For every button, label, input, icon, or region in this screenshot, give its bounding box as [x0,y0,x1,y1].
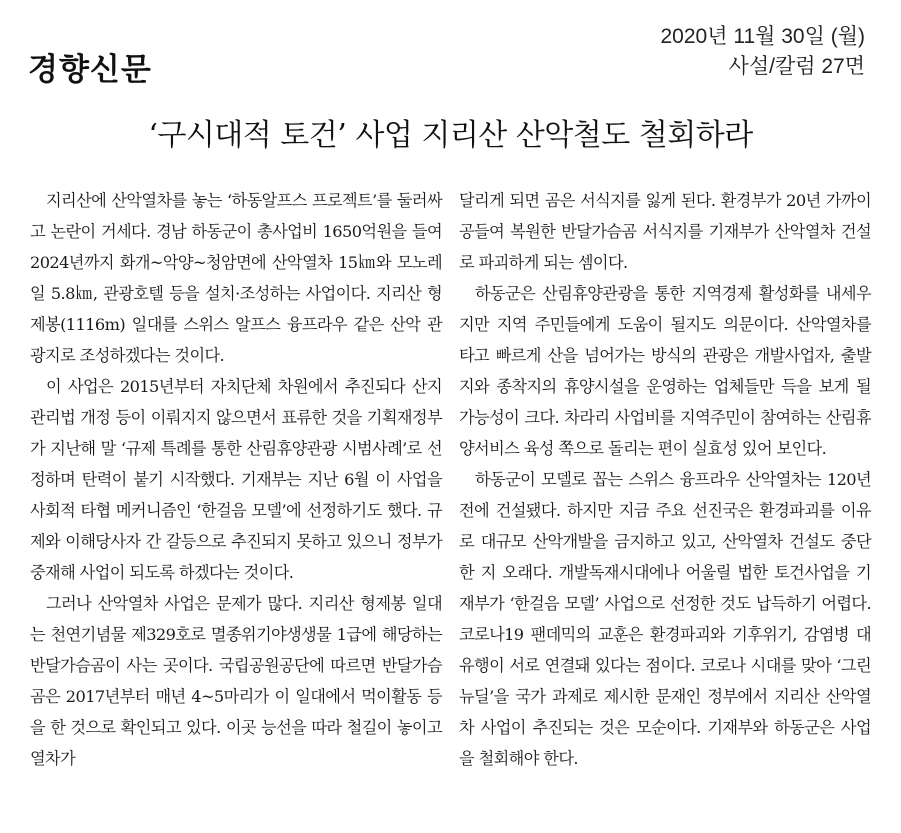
article-paragraph: 하동군이 모델로 꼽는 스위스 융프라우 산악열차는 120년 전에 건설됐다. 하지만 지금 주요 선진국은 환경파괴를 이유로 대규모 산악개발을 금지하고 있고, 산악열차 건설도 중단한 지 오래다. 개발독재시대에나 어울릴 법한 토건사업을 기재부가 ‘한걸음 모델’ 사업으로 선정한 것도 납득하기 어렵다. 코로나19 팬데믹의 교훈은 환경파괴와 기후위기, 감염병 대유행이 서로 연결돼 있다는 점이다. 코로나 시대를 맞아 ‘그린뉴딜’을 국가 과제로 제시한 문재인 정부에서 지리산 산악열차 사업이 추진되는 것은 모순이다. 기재부와 하동군은 사업을 철회해야 한다. [459,470,871,768]
article-paragraph: 그러나 산악열차 사업은 문제가 많다. 지리산 형제봉 일대는 천연기념물 제329호로 멸종위기야생생물 1급에 해당하는 반달가슴곰이 사는 곳이다. 국립공원공단에 따르면 반달가슴곰은 2017년부터 매년 4~5마리가 이 일대에서 먹이활동 등을 한 것으로 확인되고 있다. 이곳 능선을 따라 철길이 놓이고 열차가 [30,594,442,768]
article-column-left [30,185,442,774]
section-page: 사설/칼럼 27면 [728,55,865,78]
publication-date: 2020년 11월 30일 (월) [660,25,865,48]
article-column-right [459,185,871,774]
article-paragraph: 하동군은 산림휴양관광을 통한 지역경제 활성화를 내세우지만 지역 주민들에게 도움이 될지도 의문이다. 산악열차를 타고 빠르게 산을 넘어가는 방식의 관광은 개발사업자, 출발지와 종착지의 휴양시설을 운영하는 업체들만 득을 보게 될 가능성이 크다. 차라리 사업비를 지역주민이 참여하는 산림휴양서비스 육성 쪽으로 돌리는 편이 실효성 있어 보인다. [459,284,871,458]
article-paragraph-continued: 달리게 되면 곰은 서식지를 잃게 된다. 환경부가 20년 가까이 공들여 복원한 반달가슴곰 서식지를 기재부가 산악열차 건설로 파괴하게 되는 셈이다. [459,191,871,272]
editorial-headline: ‘구시대적 토건’ 사업 지리산 산악철도 철회하라 [148,118,753,153]
newspaper-logo: 경향신문 [28,52,152,88]
article-paragraph: 지리산에 산악열차를 놓는 ‘하동알프스 프로젝트’를 둘러싸고 논란이 거세다. 경남 하동군이 총사업비 1650억원을 들여 2024년까지 화개~악양~청암면에 산악열차 15㎞와 모노레일 5.8㎞, 관광호텔 등을 설치·조성하는 사업이다. 지리산 형제봉(1116m) 일대를 스위스 알프스 융프라우 같은 산악 관광지로 조성하겠다는 것이다. [30,191,442,365]
article-paragraph: 이 사업은 2015년부터 자치단체 차원에서 추진되다 산지관리법 개정 등이 이뤄지지 않으면서 표류한 것을 기획재정부가 지난해 말 ‘규제 특례를 통한 산림휴양관광 시범사례’로 선정하며 탄력이 붙기 시작했다. 기재부는 지난 6월 이 사업을 사회적 타협 메커니즘인 ‘한걸음 모델’에 선정하기도 했다. 규제와 이해당사자 간 갈등으로 추진되지 못하고 있으니 정부가 중재해 사업이 되도록 하겠다는 것이다. [30,377,442,582]
